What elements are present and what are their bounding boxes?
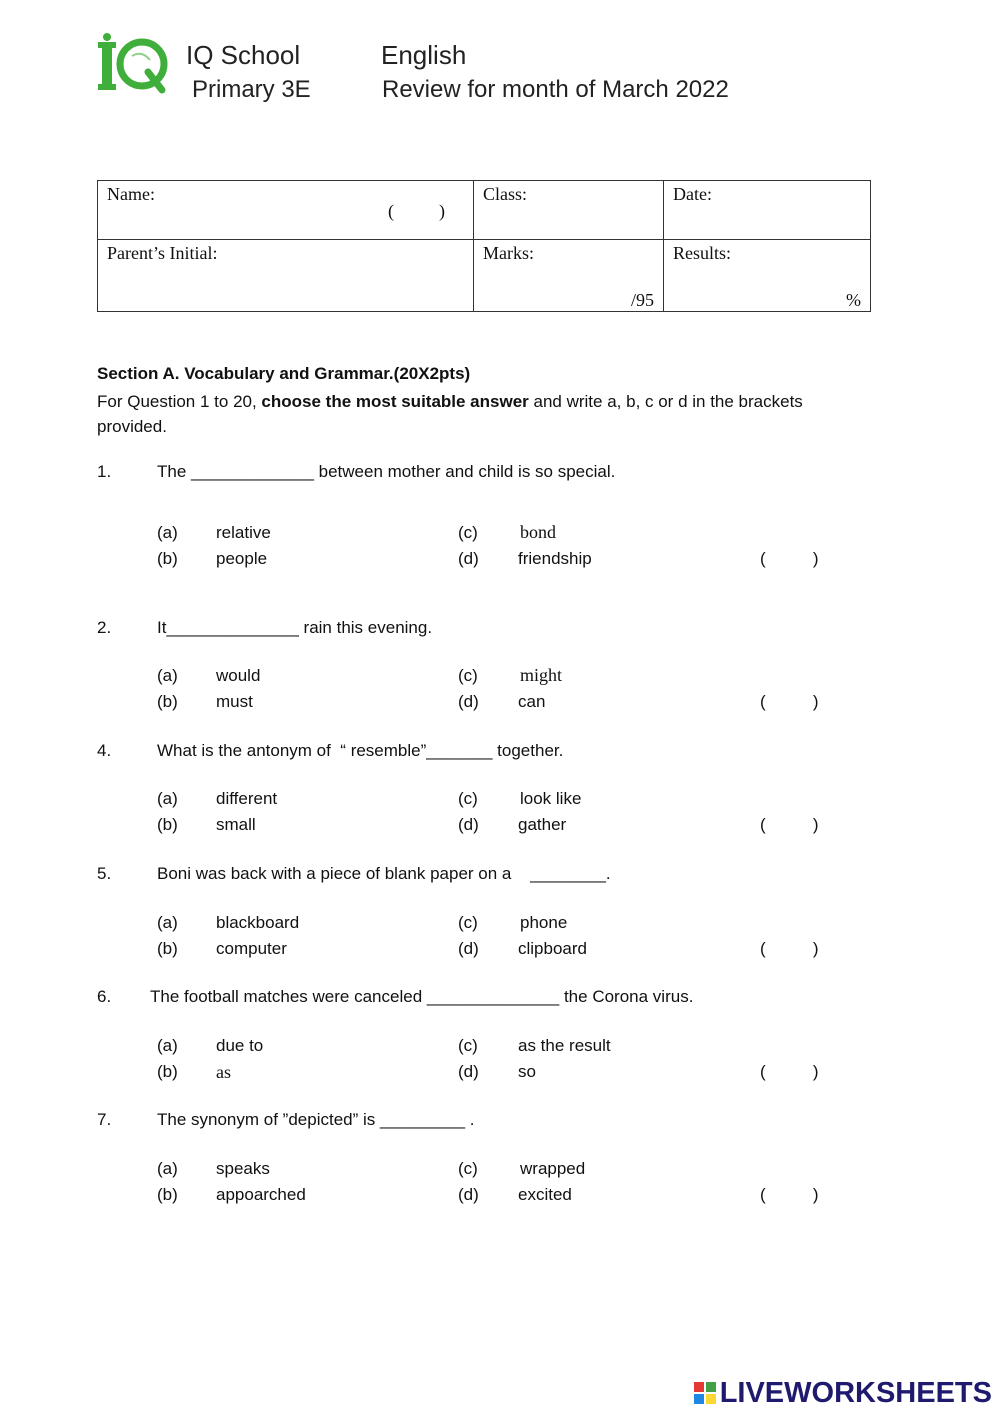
option-d-text: gather [518, 815, 567, 834]
name-cell[interactable] [98, 181, 474, 240]
option-a-text: speaks [216, 1159, 270, 1178]
option-a-text: blackboard [216, 913, 300, 932]
option-c-text: as the result [518, 1036, 611, 1055]
answer-bracket[interactable]: ( ) [760, 549, 819, 568]
option-a-key: (a) [157, 1159, 178, 1178]
option-d-key: (d) [458, 549, 479, 568]
option-c-key: (c) [458, 1159, 478, 1178]
option-c-key: (c) [458, 789, 478, 808]
answer-bracket[interactable]: ( ) [760, 692, 819, 711]
option-b-text: computer [216, 939, 287, 958]
liveworksheets-logo[interactable] [694, 1378, 992, 1408]
class-cell[interactable] [474, 181, 664, 240]
parent-initial-cell[interactable] [98, 240, 474, 312]
option-d-key: (d) [458, 692, 479, 711]
parent-initial-label: Parent’s Initial: [107, 243, 218, 263]
option-d-key: (d) [458, 1185, 479, 1204]
name-label: Name: [107, 184, 155, 204]
school-name: IQ School [186, 40, 301, 70]
option-a-key: (a) [157, 1036, 178, 1055]
question-text: What is the antonym of “ resemble”_______ together. [157, 741, 564, 760]
question-text: The _____________ between mother and child is so special. [157, 462, 616, 481]
grade-label: Primary 3E [192, 76, 311, 103]
question-number: 1. [97, 462, 112, 481]
question-number: 7. [97, 1110, 112, 1129]
option-a-text: relative [216, 523, 271, 542]
option-a-text: due to [216, 1036, 264, 1055]
option-b-key: (b) [157, 939, 178, 958]
option-a-key: (a) [157, 913, 178, 932]
option-a-text: would [216, 666, 261, 685]
option-c-text: might [520, 665, 563, 685]
answer-bracket[interactable]: ( ) [760, 1185, 819, 1204]
subject-label: English [381, 40, 467, 70]
option-b-key: (b) [157, 1062, 178, 1081]
option-c-key: (c) [458, 666, 478, 685]
option-b-text: appoarched [216, 1185, 306, 1204]
option-d-text: can [518, 692, 546, 711]
option-d-key: (d) [458, 815, 479, 834]
option-b-text: must [216, 692, 253, 711]
question-text: It______________ rain this evening. [157, 618, 433, 637]
results-label: Results: [673, 243, 732, 263]
instr-prefix: For Question 1 to 20, [97, 392, 262, 411]
option-c-text: wrapped [520, 1159, 586, 1178]
question-number: 6. [97, 987, 112, 1006]
option-c-key: (c) [458, 913, 478, 932]
question-text: The football matches were canceled ______________ the Corona virus. [150, 987, 694, 1006]
option-a-key: (a) [157, 666, 178, 685]
option-d-key: (d) [458, 939, 479, 958]
marks-total: /95 [630, 290, 654, 310]
option-d-text: so [518, 1062, 536, 1081]
answer-bracket[interactable]: ( ) [760, 815, 819, 834]
review-label: Review for month of March 2022 [382, 76, 729, 103]
option-c-key: (c) [458, 523, 478, 542]
option-d-text: friendship [518, 549, 592, 568]
results-unit: % [846, 290, 861, 310]
option-d-key: (d) [458, 1062, 479, 1081]
option-b-key: (b) [157, 1185, 178, 1204]
section-a-instructions [97, 389, 867, 439]
option-a-key: (a) [157, 789, 178, 808]
marks-label: Marks: [483, 243, 534, 263]
name-bracket: ( ) [388, 201, 445, 221]
option-c-text: phone [520, 913, 568, 932]
option-a-key: (a) [157, 523, 178, 542]
class-label: Class: [483, 184, 528, 204]
liveworksheets-text: LIVEWORKSHEETS [719, 1376, 992, 1409]
option-a-text: different [216, 789, 278, 808]
question-number: 2. [97, 618, 112, 637]
instr-suffix: and write a, b, c or d in the brackets provided. [97, 392, 803, 436]
iq-school-logo [96, 32, 172, 98]
option-b-text: as [216, 1062, 231, 1082]
option-b-key: (b) [157, 815, 178, 834]
section-a-title: Section A. Vocabulary and Grammar.(20X2pts) [97, 364, 471, 383]
option-d-text: excited [518, 1185, 572, 1204]
option-c-text: bond [520, 522, 556, 542]
option-d-text: clipboard [518, 939, 587, 958]
answer-bracket[interactable]: ( ) [760, 1062, 819, 1081]
option-b-text: people [216, 549, 268, 568]
results-cell[interactable] [664, 240, 871, 312]
marks-cell[interactable] [474, 240, 664, 312]
question-text: The synonym of ”depicted” is _________ . [157, 1110, 475, 1129]
option-c-text: look like [520, 789, 582, 808]
liveworksheets-grid-icon [694, 1382, 716, 1404]
date-label: Date: [673, 184, 712, 204]
student-info-table [97, 180, 871, 312]
answer-bracket[interactable]: ( ) [760, 939, 819, 958]
question-number: 4. [97, 741, 112, 760]
date-cell[interactable] [664, 181, 871, 240]
option-b-key: (b) [157, 692, 178, 711]
option-b-key: (b) [157, 549, 178, 568]
question-text: Boni was back with a piece of blank paper on a ________. [157, 864, 611, 883]
option-b-text: small [216, 815, 256, 834]
instr-bold: choose the most suitable answer [261, 392, 529, 411]
option-c-key: (c) [458, 1036, 478, 1055]
question-number: 5. [97, 864, 112, 883]
